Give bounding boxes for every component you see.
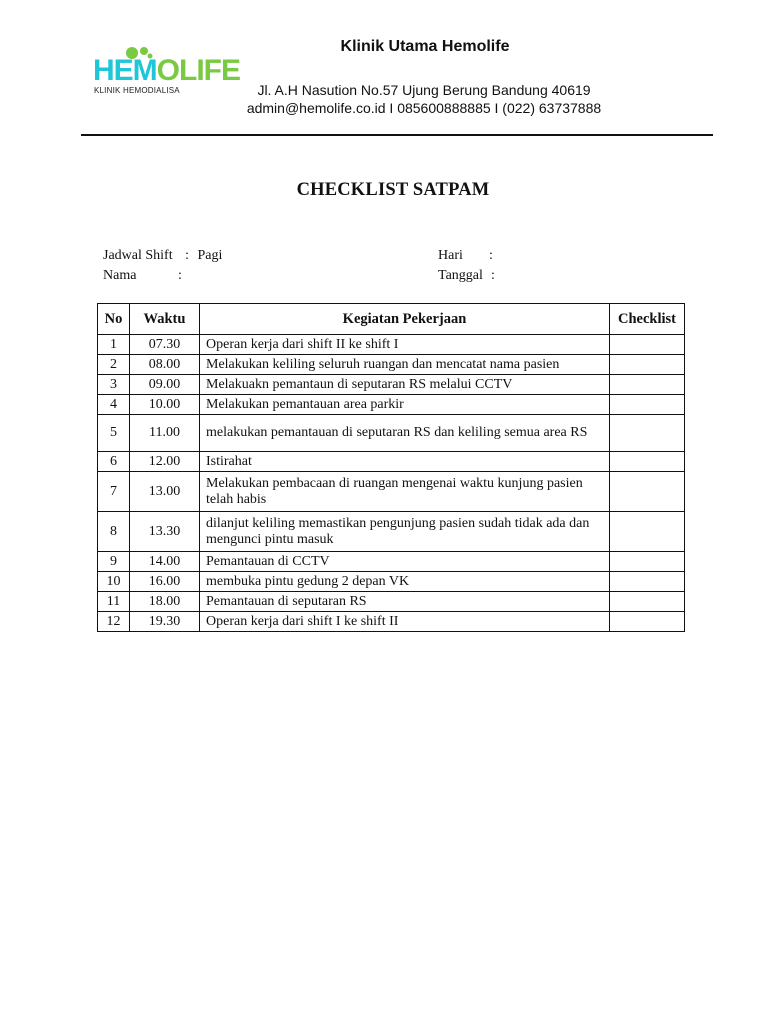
row-kegiatan: Melakuakn pemantaun di seputaran RS melalui CCTV (200, 375, 610, 395)
row-waktu: 16.00 (130, 572, 200, 592)
row-waktu: 12.00 (130, 452, 200, 472)
row-checklist-cell[interactable] (610, 355, 685, 375)
address-line-1: Jl. A.H Nasution No.57 Ujung Berung Bandung 40619 (257, 82, 591, 98)
row-kegiatan: Istirahat (200, 452, 610, 472)
row-no: 5 (98, 415, 130, 452)
logo-o: O (156, 54, 180, 87)
shift-label: Jadwal Shift (103, 248, 173, 263)
table-row (98, 395, 685, 415)
table-row (98, 452, 685, 472)
checklist-table-wrapper (97, 303, 685, 632)
logo-life: LIFE (179, 54, 241, 87)
row-no: 11 (98, 592, 130, 612)
row-no: 6 (98, 452, 130, 472)
header-no: No (98, 304, 130, 335)
row-no: 12 (98, 612, 130, 632)
row-kegiatan: Melakukan keliling seluruh ruangan dan mencatat nama pasien (200, 355, 610, 375)
address-line-2: admin@hemolife.co.id I 085600888885 I (022) 63737888 (246, 100, 602, 116)
row-waktu: 09.00 (130, 375, 200, 395)
header-checklist: Checklist (610, 304, 685, 335)
table-row (98, 335, 685, 355)
header-waktu: Waktu (130, 304, 200, 335)
nama-sep: : (178, 268, 182, 283)
header-divider (81, 134, 713, 136)
row-kegiatan: Operan kerja dari shift I ke shift II (200, 612, 610, 632)
row-checklist-cell[interactable] (610, 472, 685, 512)
logo-subtitle: KLINIK HEMODIALISA (94, 86, 180, 95)
table-row (98, 375, 685, 395)
row-checklist-cell[interactable] (610, 512, 685, 552)
nama-label: Nama (103, 268, 137, 283)
clinic-address (214, 81, 634, 117)
shift-field (103, 248, 222, 264)
row-no: 8 (98, 512, 130, 552)
row-checklist-cell[interactable] (610, 335, 685, 355)
row-checklist-cell[interactable] (610, 375, 685, 395)
row-checklist-cell[interactable] (610, 415, 685, 452)
row-no: 10 (98, 572, 130, 592)
hari-label: Hari (438, 248, 463, 263)
table-row (98, 572, 685, 592)
row-checklist-cell[interactable] (610, 452, 685, 472)
header-kegiatan: Kegiatan Pekerjaan (200, 304, 610, 335)
row-kegiatan: Melakukan pembacaan di ruangan mengenai waktu kunjung pasien telah habis (200, 472, 610, 512)
row-kegiatan: melakukan pemantauan di seputaran RS dan keliling semua area RS (200, 415, 610, 452)
row-no: 2 (98, 355, 130, 375)
row-waktu: 07.30 (130, 335, 200, 355)
row-no: 9 (98, 552, 130, 572)
table-row (98, 612, 685, 632)
row-checklist-cell[interactable] (610, 572, 685, 592)
row-kegiatan: Pemantauan di seputaran RS (200, 592, 610, 612)
nama-field (103, 268, 182, 284)
row-waktu: 14.00 (130, 552, 200, 572)
shift-value: Pagi (197, 248, 223, 263)
row-waktu: 13.00 (130, 472, 200, 512)
row-kegiatan: dilanjut keliling memastikan pengunjung pasien sudah tidak ada dan mengunci pintu masuk (200, 512, 610, 552)
table-row (98, 512, 685, 552)
table-header-row (98, 304, 685, 335)
table-row (98, 415, 685, 452)
tanggal-field (438, 268, 495, 284)
checklist-table (97, 303, 685, 632)
row-waktu: 11.00 (130, 415, 200, 452)
row-checklist-cell[interactable] (610, 612, 685, 632)
row-waktu: 08.00 (130, 355, 200, 375)
row-kegiatan: Operan kerja dari shift II ke shift I (200, 335, 610, 355)
clinic-name: Klinik Utama Hemolife (340, 38, 510, 55)
logo-hem: HEM (93, 54, 157, 87)
row-kegiatan: Melakukan pemantauan area parkir (200, 395, 610, 415)
row-waktu: 18.00 (130, 592, 200, 612)
row-checklist-cell[interactable] (610, 592, 685, 612)
tanggal-sep: : (491, 268, 495, 283)
document-title: CHECKLIST SATPAM (296, 180, 490, 200)
tanggal-label: Tanggal (438, 268, 483, 283)
row-no: 7 (98, 472, 130, 512)
row-no: 3 (98, 375, 130, 395)
table-row (98, 355, 685, 375)
table-row (98, 592, 685, 612)
shift-sep: : (185, 248, 189, 263)
row-no: 4 (98, 395, 130, 415)
row-checklist-cell[interactable] (610, 395, 685, 415)
row-waktu: 13.30 (130, 512, 200, 552)
row-checklist-cell[interactable] (610, 552, 685, 572)
hari-field (438, 248, 493, 264)
row-waktu: 19.30 (130, 612, 200, 632)
table-row (98, 472, 685, 512)
clinic-logo (93, 44, 241, 100)
hari-sep: : (489, 248, 493, 263)
row-no: 1 (98, 335, 130, 355)
table-row (98, 552, 685, 572)
row-kegiatan: membuka pintu gedung 2 depan VK (200, 572, 610, 592)
row-kegiatan: Pemantauan di CCTV (200, 552, 610, 572)
row-waktu: 10.00 (130, 395, 200, 415)
